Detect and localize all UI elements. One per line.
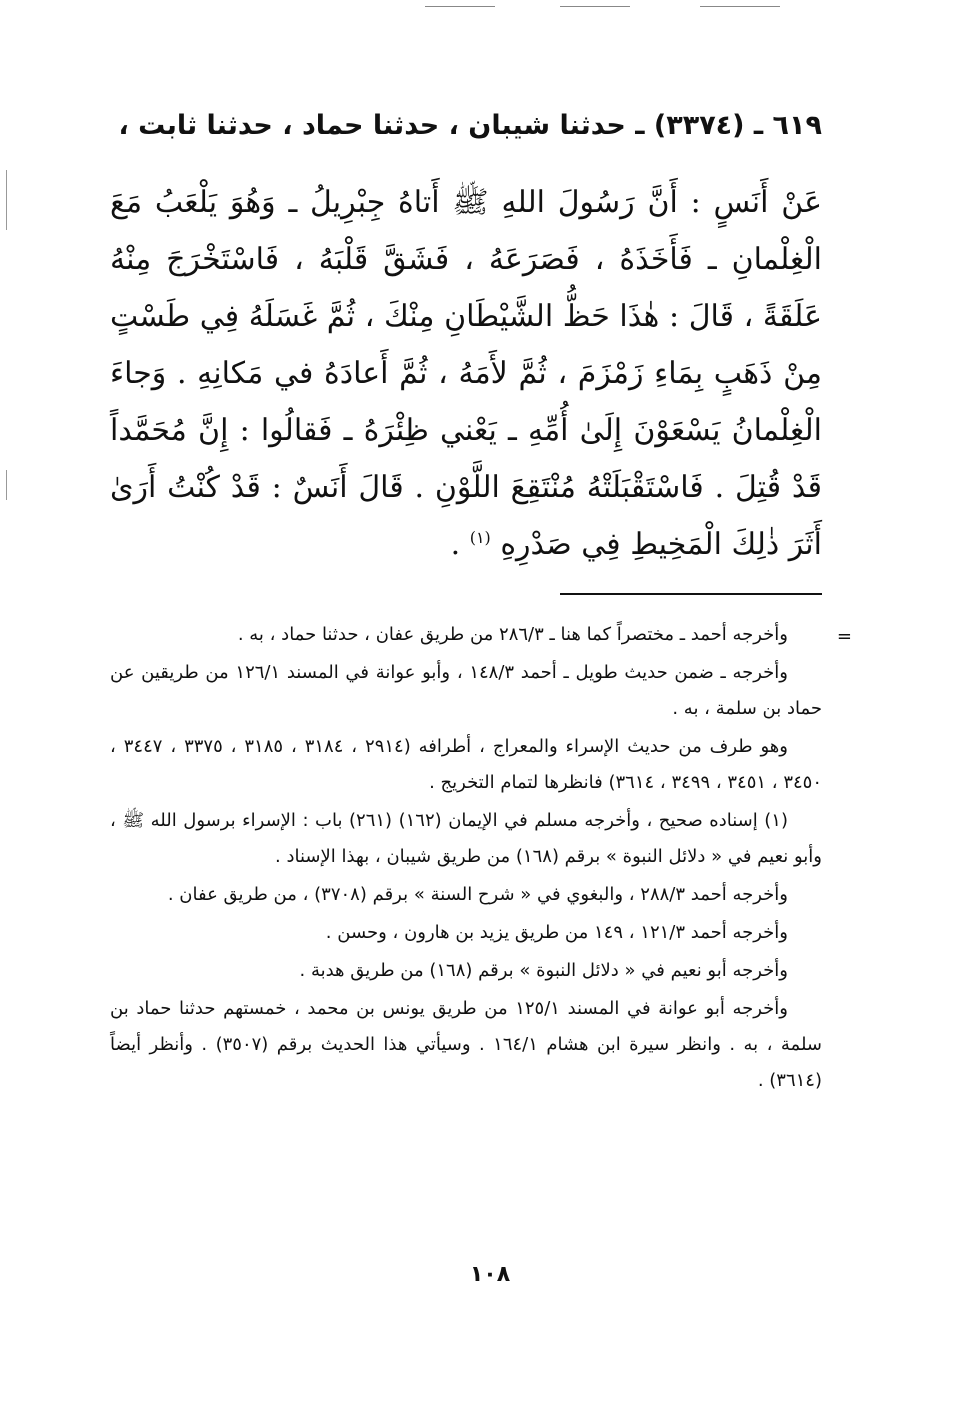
footnote-paragraph: وهو طرف من حديث الإسراء والمعراج ، أطرافه (٢٩١٤ ، ٣١٨٤ ، ٣١٨٥ ، ٣٣٧٥ ، ٣٤٤٧ ، ٣٤٥٠ ، ٣٤٥١ ، ٣٤٩٩ ، ٣٦١٤) فانظرها لتمام التخريج . bbox=[110, 736, 822, 793]
hadith-dash: ـ bbox=[744, 110, 764, 141]
footnote-paragraph: وأخرجه ـ ضمن حديث طويل ـ أحمد ١٤٨/٣ ، وأبو عوانة في المسند ١٢٦/١ من طريقين عن حماد بن سلمة ، به . bbox=[110, 662, 822, 719]
hadith-dash-2: ـ bbox=[625, 110, 645, 141]
scan-rule-3 bbox=[700, 6, 780, 7]
footnote-separator bbox=[560, 593, 822, 595]
footnote-paragraph: (١) إسناده صحيح ، وأخرجه مسلم في الإيمان (١٦٢) (٢٦١) باب : الإسراء برسول الله ﷺ ، وأبو نعيم في « دلائل النبوة » برقم (١٦٨) من طريق شيبان ، بهذا الإسناد . bbox=[110, 810, 822, 867]
footnote-paragraph: وأخرجه أبو نعيم في « دلائل النبوة » برقم (١٦٨) من طريق هدبة . bbox=[299, 960, 788, 981]
scan-mark-left-1 bbox=[6, 170, 7, 230]
hadith-isnad bbox=[110, 100, 822, 152]
footnotes bbox=[110, 617, 852, 1099]
page-number: ١٠٨ bbox=[469, 1262, 511, 1287]
hadith-end-mark: . bbox=[450, 527, 461, 562]
scan-rule-2 bbox=[560, 6, 630, 7]
hadith-matn bbox=[110, 174, 822, 573]
footnote-paragraph: وأخرجه أحمد ـ مختصراً كما هنا ـ ٢٨٦/٣ من طريق عفان ، حدثنا حماد ، به . bbox=[237, 624, 788, 645]
hadith-matn-text: عَنْ أَنَسٍ : أَنَّ رَسُولَ اللهِ ﷺ أَتاهُ جِبْرِيلُ ـ وَهُوَ يَلْعَبُ مَعَ الْغِلْمانِ ـ فَأَخَذَهُ ، فَصَرَعَهُ ، فَشَقَّ قَلْبَهُ ، فَاسْتَخْرَجَ مِنْهُ عَلَقَةً ، قَالَ : هٰذَا حَظُّ الشَّيْطَانِ مِنْكَ ، ثُمَّ غَسَلَهُ فِي طَسْتٍ مِنْ ذَهَبٍ بِمَاءِ زَمْزَمَ ، ثُمَّ لأَمَهُ ، ثُمَّ أَعادَهُ في مَكانِهِ . وَجاءَ الْغِلْمانُ يَسْعَوْنَ إِلَىٰ أُمِّهِ ـ يَعْني ظِئْرَهُ ـ فَقالُوا : إِنَّ مُحَمَّداً قَدْ قُتِلَ . فَاسْتَقْبَلَتْهُ مُنْتَقِعَ اللَّوْنِ . قَالَ أَنَسٌ : قَدْ كُنْتُ أَرَىٰ أَثَرَ ذٰلِكَ الْمَخِيطِ فِي صَدْرِهِ bbox=[110, 185, 822, 562]
hadith-number: ٦١٩ bbox=[772, 110, 822, 141]
page-body bbox=[110, 100, 852, 1101]
footnote-paragraph: وأخرجه أحمد ٢٨٨/٣ ، والبغوي في « شرح السنة » برقم (٣٧٠٨) ، من طريق عفان . bbox=[167, 884, 788, 905]
footnote-paragraph: وأخرجه أحمد ١٢١/٣ ، ١٤٩ من طريق يزيد بن هارون ، وحسن . bbox=[325, 922, 788, 943]
scan-rule-1 bbox=[425, 6, 495, 7]
hadith-ref-number: (٣٣٧٤) bbox=[653, 110, 745, 141]
hadith-isnad-text: حدثنا شيبان ، حدثنا حماد ، حدثنا ثابت ، bbox=[118, 110, 626, 141]
footnote-paragraph: وأخرجه أبو عوانة في المسند ١٢٥/١ من طريق يونس بن محمد ، خمستهم حدثنا حماد بن سلمة ، به . وانظر سيرة ابن هشام ١٦٤/١ . وسيأتي هذا الحديث برقم (٣٥٠٧) . وأنظر أيضاً (٣٦١٤) . bbox=[110, 998, 822, 1091]
scan-mark-left-2 bbox=[6, 470, 7, 500]
continuation-mark: = bbox=[836, 626, 852, 647]
footnote-ref: (١) bbox=[469, 528, 491, 547]
